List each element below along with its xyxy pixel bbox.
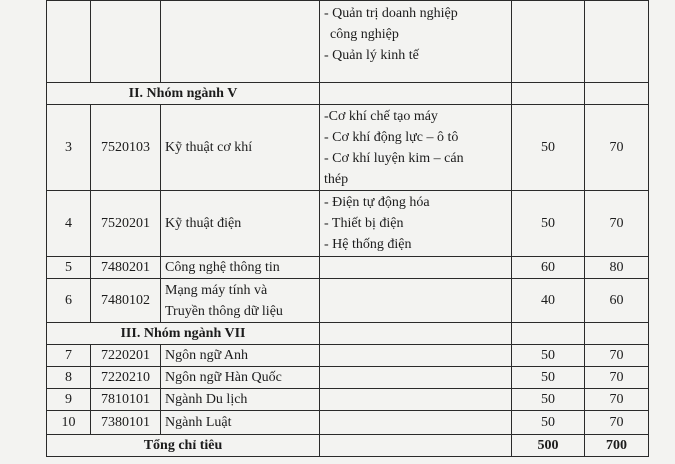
row-number: 8 <box>47 367 91 389</box>
table-row <box>47 1 649 83</box>
quota-value: 70 <box>585 389 649 411</box>
specialization-item: thép <box>324 171 349 187</box>
major-name-line: Truyền thông dữ liệu <box>165 303 283 319</box>
major-name-line: Mạng máy tính và <box>165 282 268 298</box>
total-value: 500 <box>512 435 585 457</box>
table-row <box>47 345 649 367</box>
major-code: 7480102 <box>91 279 161 323</box>
table-row <box>47 191 649 257</box>
specialization-item: - Quản trị doanh nghiệp <box>324 6 458 21</box>
specialization-list <box>320 1 512 83</box>
quota-value: 70 <box>585 191 649 257</box>
row-number: 4 <box>47 191 91 257</box>
table-row <box>47 411 649 435</box>
row-number: 10 <box>47 411 91 435</box>
quota-value: 70 <box>585 367 649 389</box>
major-name: Ngôn ngữ Anh <box>161 345 320 367</box>
quota-value: 70 <box>585 105 649 191</box>
specialization-list <box>320 191 512 257</box>
quota-value: 60 <box>512 257 585 279</box>
total-row <box>47 435 649 457</box>
major-code: 7480201 <box>91 257 161 279</box>
major-code: 7380101 <box>91 411 161 435</box>
major-code: 7220210 <box>91 367 161 389</box>
major-name: Kỹ thuật cơ khí <box>161 105 320 191</box>
table-row <box>47 389 649 411</box>
group-title: III. Nhóm ngành VII <box>47 323 320 345</box>
table-row <box>47 105 649 191</box>
specialization-item: - Thiết bị điện <box>324 216 404 231</box>
row-number: 9 <box>47 389 91 411</box>
quota-value: 50 <box>512 345 585 367</box>
row-number: 7 <box>47 345 91 367</box>
quota-value: 60 <box>585 279 649 323</box>
group-header-vii <box>47 323 649 345</box>
major-name: Ngành Du lịch <box>161 389 320 411</box>
major-code: 7520103 <box>91 105 161 191</box>
row-number: 6 <box>47 279 91 323</box>
total-label: Tổng chỉ tiêu <box>47 435 320 457</box>
quota-value: 50 <box>512 389 585 411</box>
specialization-item: - Cơ khí động lực – ô tô <box>324 129 459 145</box>
major-code: 7220201 <box>91 345 161 367</box>
quota-value: 50 <box>512 367 585 389</box>
total-value: 700 <box>585 435 649 457</box>
specialization-item: - Điện tự động hóa <box>324 195 430 210</box>
quota-value: 50 <box>512 191 585 257</box>
specialization-item: - Cơ khí luyện kim – cán <box>324 150 464 166</box>
quota-value: 80 <box>585 257 649 279</box>
major-name <box>161 279 320 323</box>
quota-value: 40 <box>512 279 585 323</box>
specialization-item: - Quản lý kinh tế <box>324 48 419 63</box>
row-number: 3 <box>47 105 91 191</box>
quota-value: 70 <box>585 345 649 367</box>
quota-value: 50 <box>512 411 585 435</box>
major-name: Ngôn ngữ Hàn Quốc <box>161 367 320 389</box>
table-row <box>47 257 649 279</box>
specialization-list <box>320 105 512 191</box>
major-code: 7520201 <box>91 191 161 257</box>
major-name: Công nghệ thông tin <box>161 257 320 279</box>
enrollment-quota-table <box>46 0 649 457</box>
row-number: 5 <box>47 257 91 279</box>
group-header-v <box>47 83 649 105</box>
specialization-item: -Cơ khí chế tạo máy <box>324 108 438 124</box>
quota-value: 50 <box>512 105 585 191</box>
group-title: II. Nhóm ngành V <box>47 83 320 105</box>
quota-value: 70 <box>585 411 649 435</box>
table-row <box>47 367 649 389</box>
specialization-item: - Hệ thống điện <box>324 237 412 252</box>
major-name: Ngành Luật <box>161 411 320 435</box>
specialization-item: công nghiệp <box>330 27 399 42</box>
table-row <box>47 279 649 323</box>
major-code: 7810101 <box>91 389 161 411</box>
major-name: Kỹ thuật điện <box>161 191 320 257</box>
